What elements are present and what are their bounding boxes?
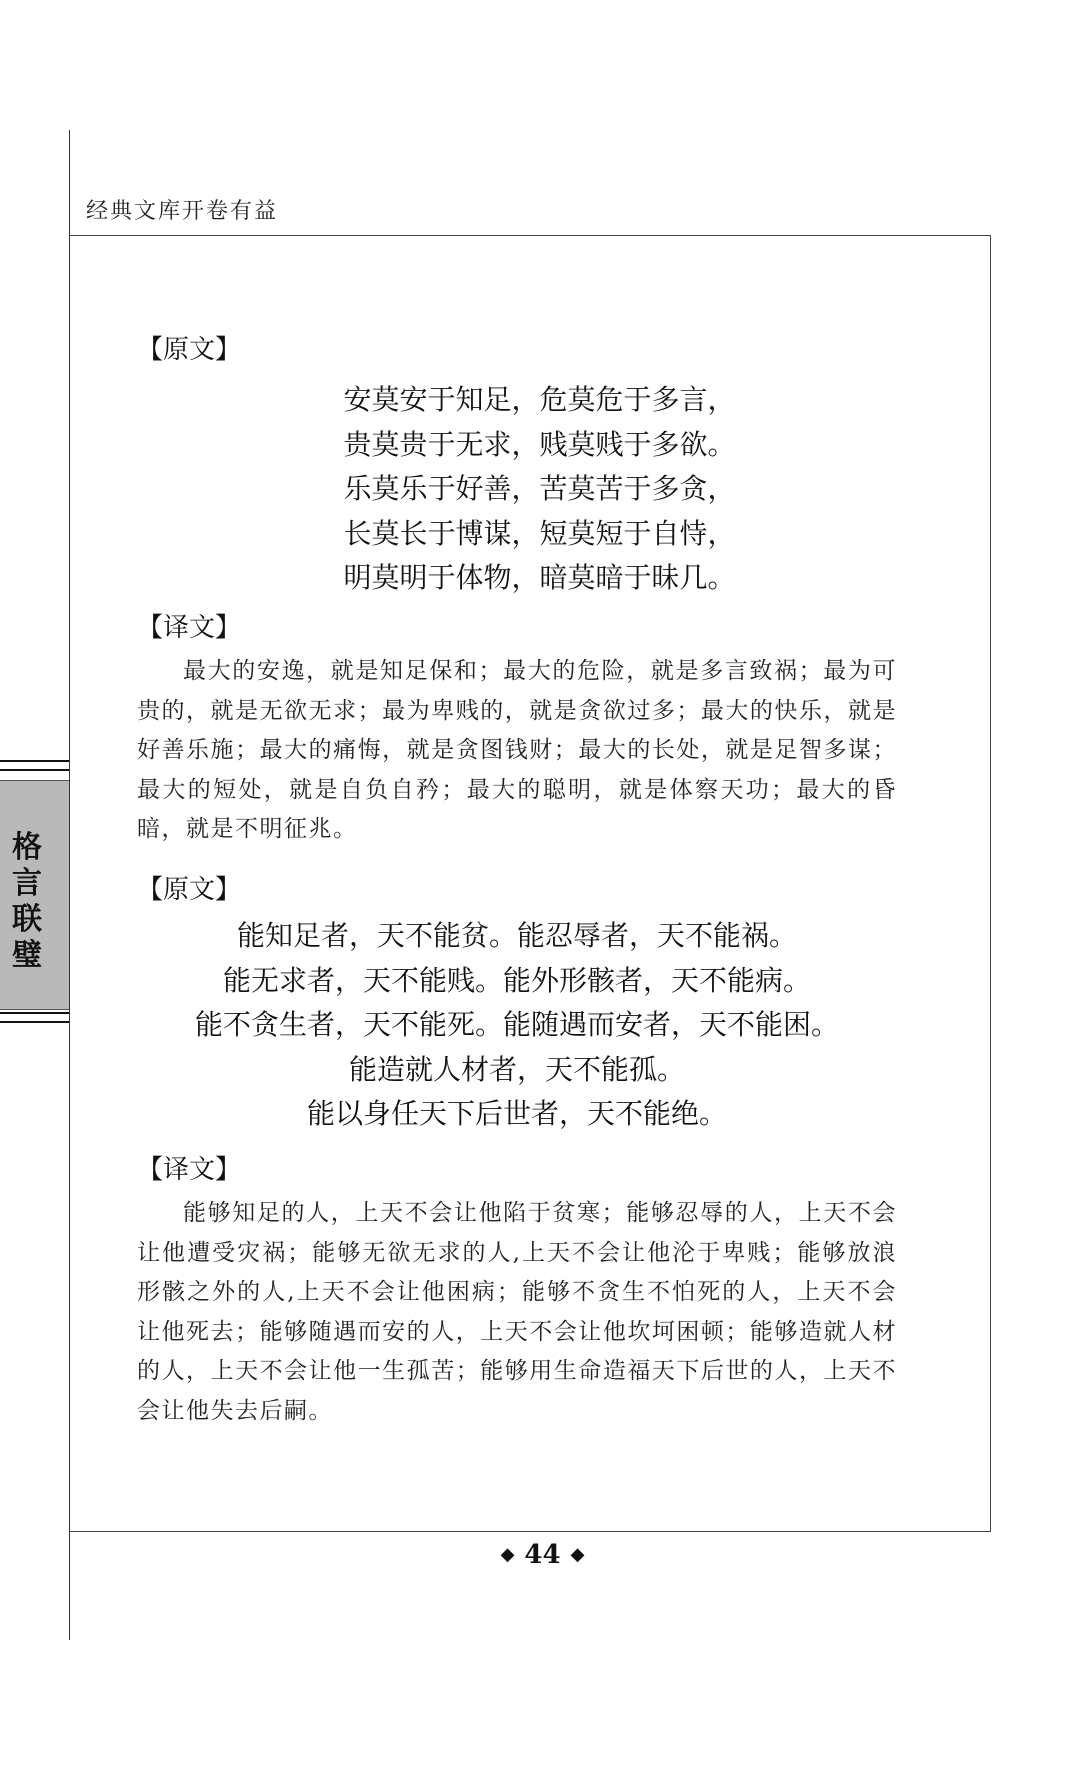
section-label: 【原文】	[137, 875, 242, 905]
translation-section-2	[137, 1152, 897, 1431]
original-text-section-2	[137, 872, 897, 1137]
page-number: 44	[524, 1540, 561, 1570]
side-tab-rule-bottom	[0, 1012, 69, 1023]
section-label: 【原文】	[137, 335, 242, 365]
translation-paragraph: 能够知足的人，上天不会让他陷于贫寒；能够忍辱的人，上天不会让他遭受灾祸；能够无欲无求的人,上天不会让他沦于卑贱；能够放浪形骸之外的人,上天不会让他困病；能够不贪生不怕死的人，上天不会让他死去；能够随遇而安的人，上天不会让他坎坷困顿；能够造就人材的人，上天不会让他一生孤苦；能够用生命造福天下后世的人，上天不会让他失去后嗣。	[137, 1200, 897, 1424]
verse-line: 能以身任天下后世者，天不能绝。	[306, 1097, 727, 1130]
verse-line: 安莫安于知足，危莫危于多言，	[343, 383, 736, 416]
verse-line: 能知足者，天不能贫。能忍辱者，天不能祸。	[236, 919, 797, 952]
verse-line: 明莫明于体物，暗莫暗于昧几。	[343, 561, 736, 594]
side-tab-label: 格言联璧	[12, 830, 42, 973]
translation-section-1	[137, 610, 897, 850]
section-label: 【译文】	[137, 613, 242, 643]
verse-line: 乐莫乐于好善，苦莫苦于多贪，	[343, 472, 736, 505]
page-footer	[0, 1540, 1085, 1570]
translation-paragraph: 最大的安逸，就是知足保和；最大的危险，就是多言致祸；最为可贵的，就是无欲无求；最为卑贱的，就是贪欲过多；最大的快乐，就是好善乐施；最大的痛悔，就是贪图钱财；最大的长处，就是足智多谋；最大的短处，就是自负自矜；最大的聪明，就是体察天功；最大的昏暗，就是不明征兆。	[137, 658, 897, 842]
running-header: 经典文库开卷有益	[86, 199, 279, 224]
side-tab-rule-top	[0, 760, 69, 771]
verse-line: 能不贪生者，天不能死。能随遇而安者，天不能困。	[194, 1008, 839, 1041]
verse-line: 能造就人材者，天不能孤。	[348, 1052, 685, 1086]
diamond-icon: ◆	[500, 1544, 515, 1565]
original-text-section-1	[137, 332, 897, 601]
verse-line: 能无求者，天不能贱。能外形骸者，天不能病。	[222, 963, 811, 997]
verse-line: 贵莫贵于无求，贱莫贱于多欲。	[343, 427, 736, 461]
section-label: 【译文】	[137, 1155, 242, 1185]
diamond-icon: ◆	[570, 1544, 585, 1565]
verse-line: 长莫长于博谋，短莫短于自恃，	[343, 516, 736, 550]
